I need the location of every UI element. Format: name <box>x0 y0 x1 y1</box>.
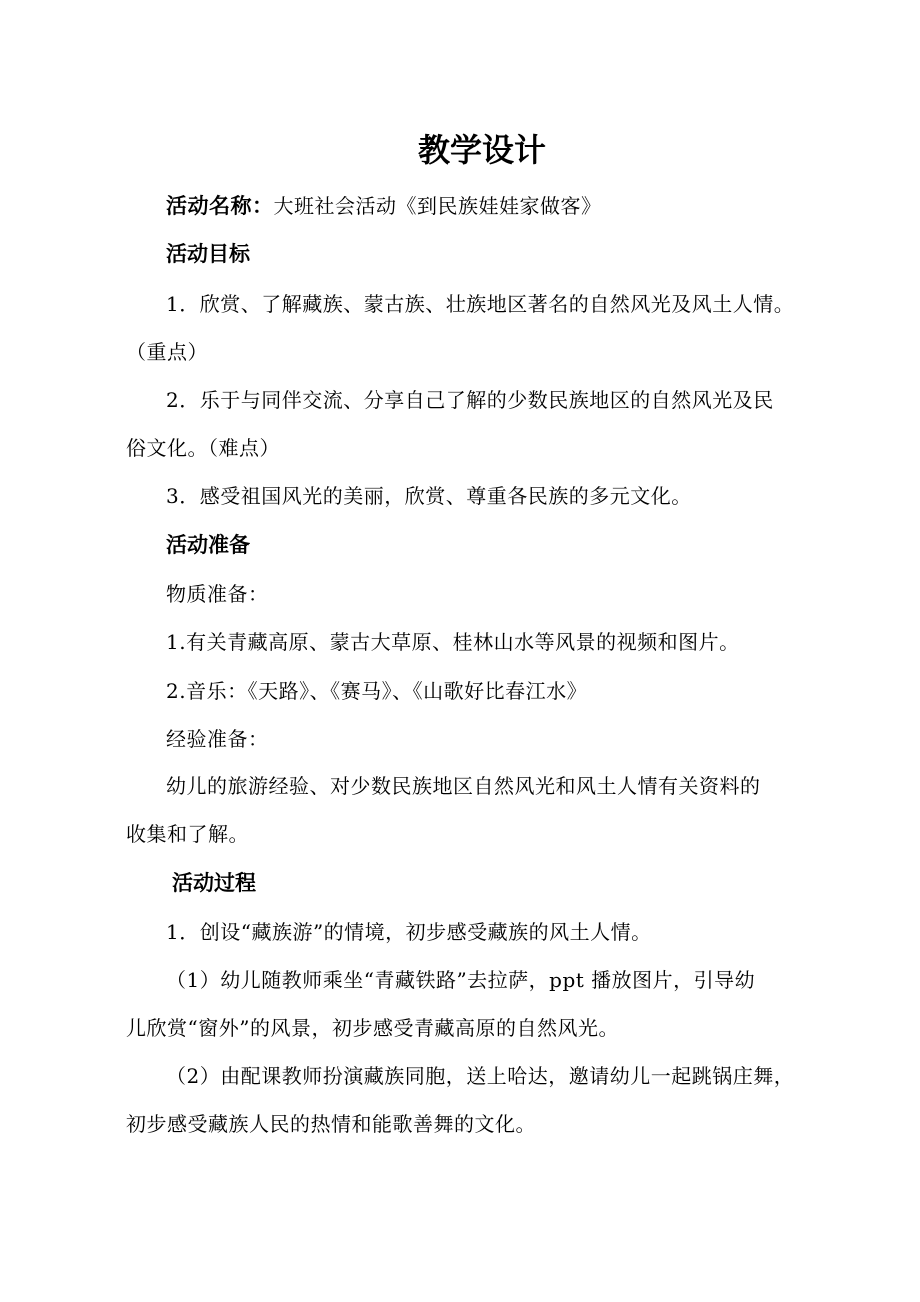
goal-item-2-line-1: 2．乐于与同伴交流、分享自己了解的少数民族地区的自然风光及民 <box>166 388 774 412</box>
goal-item-1-line-2: （重点） <box>126 340 208 364</box>
activity-name-line <box>166 192 602 220</box>
experience-prep-label: 经验准备： <box>166 727 269 751</box>
process-step-1-1-line-2: 儿欣赏“窗外”的风景，初步感受青藏高原的自然风光。 <box>126 1016 619 1040</box>
process-heading: 活动过程 <box>172 871 256 895</box>
goal-item-3: 3．感受祖国风光的美丽，欣赏、尊重各民族的多元文化。 <box>166 484 692 508</box>
document-title: 教学设计 <box>417 131 546 169</box>
material-item-1: 1.有关青藏高原、蒙古大草原、桂林山水等风景的视频和图片。 <box>166 630 740 654</box>
process-step-1-2-line-2: 初步感受藏族人民的热情和能歌善舞的文化。 <box>126 1112 536 1136</box>
material-prep-label: 物质准备： <box>166 582 269 606</box>
goal-item-1-line-1: 1．欣赏、了解藏族、蒙古族、壮族地区著名的自然风光及风土人情。 <box>166 292 795 316</box>
material-item-2: 2.音乐：《天路》、《赛马》、《山歌好比春江水》 <box>166 679 588 703</box>
preparation-heading: 活动准备 <box>166 533 250 557</box>
activity-name-label: 活动名称： <box>166 194 274 218</box>
process-step-1-1-line-1: （1）幼儿随教师乘坐“青藏铁路”去拉萨，ppt 播放图片，引导幼 <box>166 968 756 992</box>
activity-name-value: 大班社会活动《到民族娃娃家做客》 <box>273 194 602 218</box>
process-step-1: 1．创设“藏族游”的情境，初步感受藏族的风土人情。 <box>166 920 652 944</box>
goal-item-2-line-2: 俗文化。（难点） <box>126 436 280 460</box>
goals-heading: 活动目标 <box>166 242 250 266</box>
process-step-1-2-line-1: （2）由配课教师扮演藏族同胞，送上哈达，邀请幼儿一起跳锅庄舞， <box>166 1064 795 1088</box>
experience-line-1: 幼儿的旅游经验、对少数民族地区自然风光和风土人情有关资料的 <box>166 774 761 798</box>
experience-line-2: 收集和了解。 <box>126 822 249 846</box>
